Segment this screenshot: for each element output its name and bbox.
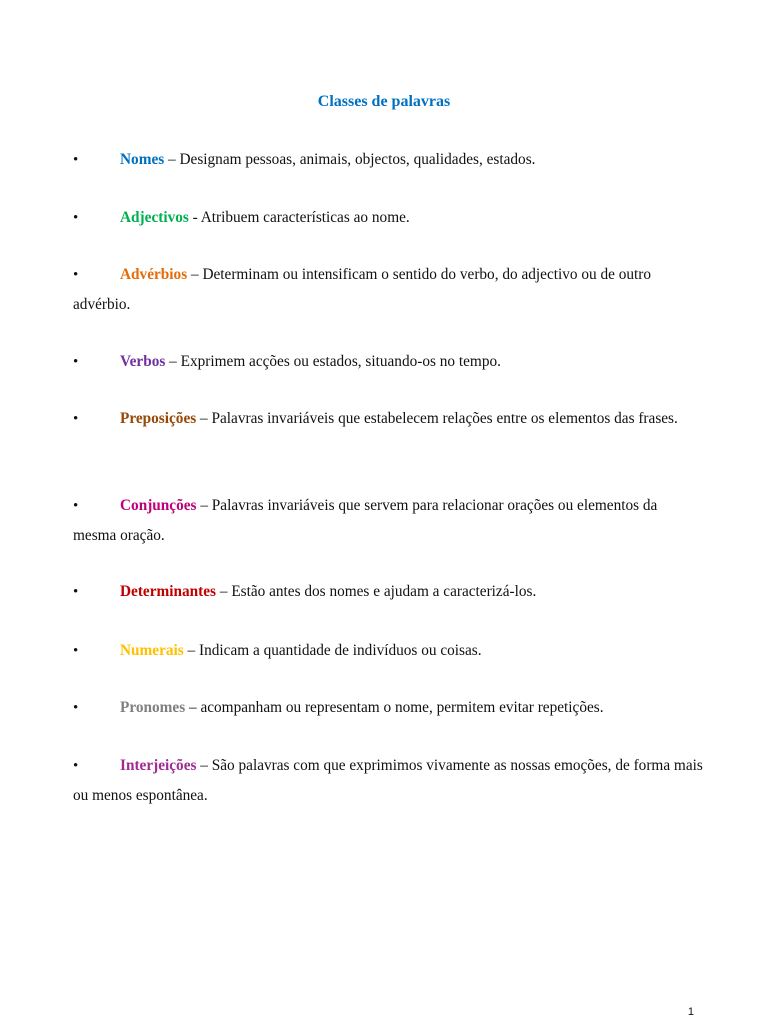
item-term: Conjunções: [120, 497, 197, 514]
item-term: Verbos: [120, 353, 166, 370]
item-definition: Palavras invariáveis que servem para relacionar orações ou elementos da mesma oração.: [73, 497, 658, 544]
list-item: [73, 145, 703, 175]
item-separator: –: [165, 353, 181, 370]
item-term: Preposições: [120, 410, 197, 427]
item-separator: –: [196, 757, 212, 774]
item-term: Nomes: [120, 151, 165, 168]
item-definition: Palavras invariáveis que estabelecem relações entre os elementos das frases.: [211, 410, 678, 427]
item-term: Advérbios: [120, 266, 188, 283]
item-term: Determinantes: [120, 583, 217, 600]
list-item: [73, 404, 703, 434]
bullet-icon: •: [73, 498, 79, 514]
bullet-icon: •: [73, 210, 79, 226]
item-separator: –: [216, 583, 232, 600]
bullet-icon: •: [73, 152, 79, 168]
item-term: Adjectivos: [120, 209, 189, 226]
item-separator: –: [185, 699, 201, 716]
list-item: [73, 693, 703, 723]
item-separator: –: [183, 642, 200, 659]
item-separator: –: [187, 266, 203, 283]
item-term: Interjeições: [120, 757, 197, 774]
bullet-icon: •: [73, 758, 79, 774]
item-term: Pronomes: [120, 699, 186, 716]
bullet-icon: •: [73, 354, 79, 370]
item-separator: –: [164, 151, 180, 168]
item-separator: -: [188, 209, 201, 226]
item-definition: Atribuem características ao nome.: [200, 209, 410, 226]
bullet-icon: •: [73, 643, 79, 659]
list-item: [73, 260, 703, 319]
page-title: Classes de palavras: [317, 93, 451, 110]
bullet-icon: •: [73, 411, 79, 427]
item-definition: Exprimem acções ou estados, situando-os no tempo.: [180, 353, 501, 370]
item-definition: Indicam a quantidade de indivíduos ou coisas.: [199, 642, 482, 659]
bullet-icon: •: [73, 700, 79, 716]
item-separator: –: [196, 497, 212, 514]
item-definition: acompanham ou representam o nome, permitem evitar repetições.: [200, 699, 604, 716]
item-term: Numerais: [120, 642, 184, 659]
list-item: [73, 751, 703, 810]
item-definition: Estão antes dos nomes e ajudam a caracterizá-los.: [231, 583, 537, 600]
bullet-icon: •: [73, 584, 79, 600]
bullet-icon: •: [73, 267, 79, 283]
list-item: [73, 347, 703, 377]
list-item: [73, 203, 703, 233]
item-definition: Designam pessoas, animais, objectos, qualidades, estados.: [179, 151, 536, 168]
list-item: [73, 577, 703, 607]
item-separator: –: [196, 410, 212, 427]
list-item: [73, 636, 703, 666]
item-definition: Determinam ou intensificam o sentido do verbo, do adjectivo ou de outro advérbio.: [73, 266, 652, 313]
item-definition: São palavras com que exprimimos vivamente as nossas emoções, de forma mais ou menos espontânea.: [73, 757, 703, 804]
page-number: 1: [687, 1006, 694, 1018]
list-item: [73, 491, 703, 550]
